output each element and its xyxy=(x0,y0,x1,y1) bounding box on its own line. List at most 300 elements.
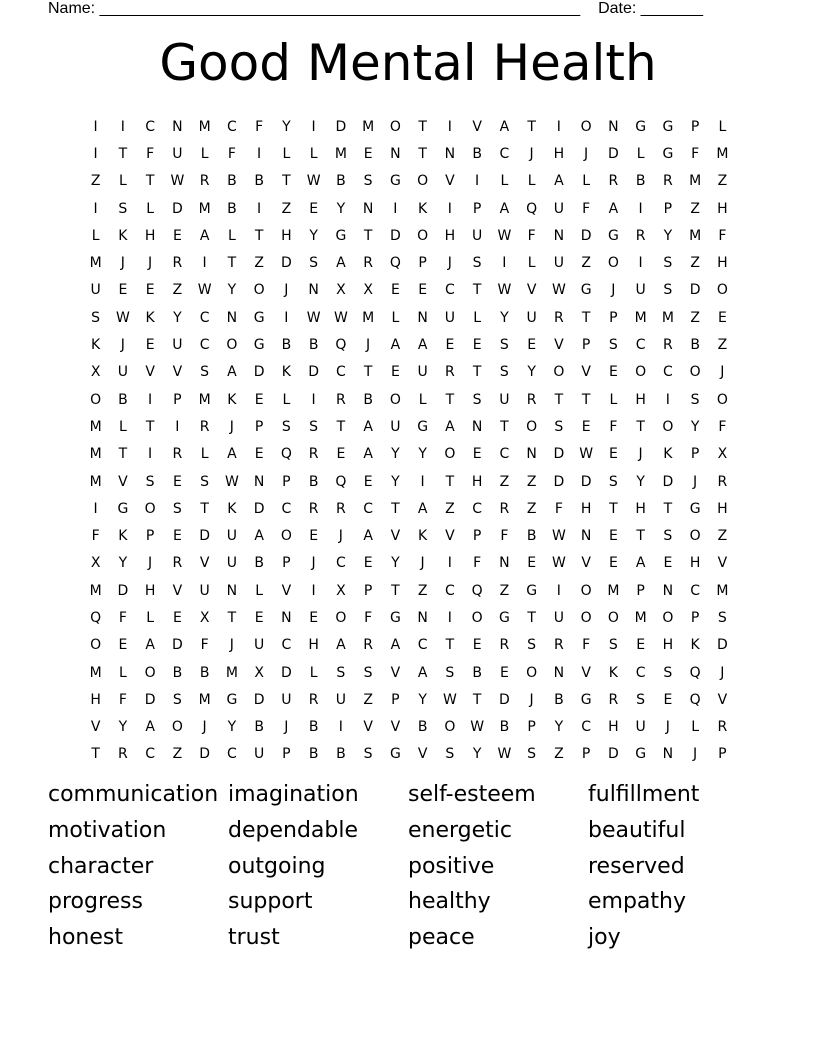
grid-letter: T xyxy=(336,418,346,435)
grid-row xyxy=(82,359,736,386)
grid-letter: X xyxy=(90,364,101,381)
grid-letter: E xyxy=(309,528,319,545)
grid-letter: I xyxy=(257,145,262,162)
grid-letter: O xyxy=(226,337,238,354)
grid-letter: I xyxy=(502,255,507,272)
grid-letter: N xyxy=(308,282,319,299)
grid-letter: E xyxy=(145,282,155,299)
grid-letter: M xyxy=(89,664,102,681)
grid-row xyxy=(82,140,736,167)
grid-letter: Z xyxy=(172,746,183,763)
grid-letter: O xyxy=(580,582,592,599)
grid-letter: E xyxy=(363,473,373,490)
grid-letter: L xyxy=(309,664,318,681)
grid-letter: J xyxy=(693,746,698,763)
grid-letter: N xyxy=(608,118,619,135)
grid-letter: Y xyxy=(418,446,427,463)
grid-letter: B xyxy=(336,173,346,190)
grid-letter: F xyxy=(146,145,155,162)
grid-letter: J xyxy=(611,282,616,299)
grid-letter: D xyxy=(253,691,265,708)
grid-letter: G xyxy=(253,337,265,354)
grid-letter: S xyxy=(363,664,373,681)
grid-letter: U xyxy=(417,364,428,381)
grid-letter: G xyxy=(117,500,129,517)
grid-letter: H xyxy=(608,719,619,736)
grid-row xyxy=(82,113,736,140)
grid-letter: O xyxy=(144,664,156,681)
grid-letter: T xyxy=(472,364,482,381)
grid-letter: T xyxy=(500,418,509,435)
word-list-item: energetic xyxy=(408,817,513,843)
grid-letter: Q xyxy=(689,664,701,681)
grid-letter: B xyxy=(499,719,510,736)
grid-letter: Q xyxy=(280,446,292,463)
grid-letter: O xyxy=(716,391,728,408)
grid-letter: H xyxy=(635,391,646,408)
grid-letter: V xyxy=(526,282,537,299)
grid-letter: V xyxy=(445,173,455,190)
grid-letter: W xyxy=(170,173,185,190)
grid-letter: O xyxy=(417,173,429,190)
grid-row xyxy=(82,195,736,222)
grid-letter: D xyxy=(580,473,592,490)
grid-letter: E xyxy=(581,418,591,435)
grid-letter: S xyxy=(717,609,727,626)
grid-letter: A xyxy=(499,118,510,135)
grid-letter: T xyxy=(91,746,100,763)
grid-letter: Y xyxy=(391,473,400,490)
grid-letter: O xyxy=(171,719,183,736)
grid-letter: M xyxy=(362,118,375,135)
grid-letter: T xyxy=(472,282,482,299)
grid-letter: L xyxy=(200,446,209,463)
grid-letter: Y xyxy=(500,309,509,326)
grid-letter: A xyxy=(417,664,428,681)
grid-letter: X xyxy=(254,664,264,681)
page-title: Good Mental Health xyxy=(159,34,657,92)
grid-letter: A xyxy=(145,637,155,654)
grid-letter: Z xyxy=(90,173,101,190)
grid-letter: U xyxy=(472,227,483,244)
grid-letter: J xyxy=(284,719,289,736)
word-list-item: support xyxy=(228,889,313,915)
grid-letter: U xyxy=(226,555,237,572)
grid-letter: D xyxy=(389,227,401,244)
grid-letter: E xyxy=(636,637,646,654)
grid-letter: I xyxy=(148,446,153,463)
grid-letter: D xyxy=(199,528,211,545)
grid-letter: J xyxy=(229,637,234,654)
grid-letter: T xyxy=(663,500,673,517)
grid-letter: R xyxy=(308,691,319,708)
grid-letter: D xyxy=(553,473,565,490)
grid-letter: P xyxy=(663,200,673,217)
grid-letter: O xyxy=(444,719,456,736)
grid-letter: I xyxy=(257,200,262,217)
grid-letter: G xyxy=(635,746,647,763)
grid-letter: S xyxy=(363,746,373,763)
grid-letter: B xyxy=(281,337,292,354)
grid-letter: L xyxy=(636,145,645,162)
grid-letter: L xyxy=(582,173,591,190)
grid-letter: F xyxy=(200,637,209,654)
grid-letter: L xyxy=(418,391,427,408)
grid-row xyxy=(82,686,736,713)
grid-letter: S xyxy=(200,364,210,381)
grid-letter: B xyxy=(308,337,319,354)
grid-letter: X xyxy=(363,282,373,299)
grid-letter: F xyxy=(227,145,236,162)
grid-letter: T xyxy=(445,391,455,408)
grid-letter: S xyxy=(91,309,101,326)
date-field-label: Date: _______ xyxy=(598,0,704,17)
grid-letter: D xyxy=(280,255,292,272)
grid-letter: K xyxy=(118,528,128,545)
grid-letter: R xyxy=(608,691,619,708)
grid-letter: V xyxy=(172,364,183,381)
grid-letter: K xyxy=(663,446,673,463)
grid-letter: I xyxy=(638,255,643,272)
grid-letter: B xyxy=(472,664,482,681)
grid-letter: P xyxy=(363,582,373,599)
grid-letter: I xyxy=(420,473,425,490)
grid-letter: C xyxy=(499,145,510,162)
grid-letter: Z xyxy=(445,500,455,517)
grid-letter: H xyxy=(553,145,565,162)
grid-letter: A xyxy=(336,637,346,654)
grid-letter: N xyxy=(281,609,292,626)
grid-letter: B xyxy=(118,391,128,408)
grid-letter: E xyxy=(118,637,128,654)
grid-letter: W xyxy=(497,746,512,763)
grid-letter: K xyxy=(418,200,428,217)
grid-letter: U xyxy=(281,691,292,708)
grid-letter: B xyxy=(635,173,646,190)
grid-letter: C xyxy=(281,500,292,517)
grid-letter: U xyxy=(553,200,564,217)
grid-letter: T xyxy=(581,391,591,408)
grid-letter: M xyxy=(89,255,102,272)
grid-letter: N xyxy=(390,145,401,162)
grid-letter: O xyxy=(389,118,401,135)
grid-letter: B xyxy=(363,391,373,408)
grid-letter: E xyxy=(499,664,509,681)
grid-letter: S xyxy=(663,255,673,272)
grid-letter: Y xyxy=(118,555,128,572)
grid-letter: V xyxy=(390,719,401,736)
grid-letter: Y xyxy=(391,446,400,463)
grid-letter: V xyxy=(581,555,591,572)
grid-row xyxy=(82,277,736,304)
grid-letter: V xyxy=(717,555,728,572)
grid-letter: J xyxy=(447,255,452,272)
grid-letter: F xyxy=(500,528,509,545)
grid-letter: M xyxy=(716,145,729,162)
grid-letter: M xyxy=(334,145,347,162)
grid-letter: B xyxy=(417,719,428,736)
grid-letter: C xyxy=(581,719,592,736)
grid-letter: D xyxy=(253,364,265,381)
grid-letter: O xyxy=(526,418,538,435)
grid-letter: T xyxy=(445,473,455,490)
grid-letter: Z xyxy=(281,200,292,217)
grid-letter: O xyxy=(335,609,347,626)
word-list-item: beautiful xyxy=(588,817,686,843)
grid-letter: E xyxy=(472,337,482,354)
grid-letter: N xyxy=(226,309,238,326)
grid-letter: Y xyxy=(118,719,128,736)
grid-letter: C xyxy=(145,118,156,135)
grid-letter: U xyxy=(199,582,210,599)
grid-letter: A xyxy=(254,528,264,545)
grid-letter: E xyxy=(172,609,182,626)
grid-letter: F xyxy=(527,227,536,244)
grid-letter: U xyxy=(553,609,564,626)
grid-letter: I xyxy=(556,582,561,599)
grid-letter: B xyxy=(690,337,700,354)
grid-letter: Z xyxy=(690,309,700,326)
word-list-item: imagination xyxy=(228,782,359,807)
grid-letter: U xyxy=(172,145,183,162)
grid-letter: M xyxy=(661,309,674,326)
grid-letter: F xyxy=(473,555,482,572)
grid-letter: I xyxy=(447,200,452,217)
grid-letter: J xyxy=(529,691,534,708)
grid-letter: N xyxy=(662,582,674,599)
grid-letter: D xyxy=(171,637,183,654)
grid-letter: E xyxy=(118,282,128,299)
grid-letter: P xyxy=(145,528,155,545)
grid-letter: R xyxy=(717,719,728,736)
grid-row xyxy=(82,168,736,195)
grid-letter: A xyxy=(390,637,401,654)
grid-letter: S xyxy=(472,255,482,272)
letter-grid xyxy=(82,113,736,768)
grid-letter: Y xyxy=(173,309,182,326)
grid-letter: N xyxy=(417,609,428,626)
grid-letter: G xyxy=(253,309,265,326)
grid-letter: W xyxy=(497,282,512,299)
grid-letter: C xyxy=(444,582,455,599)
grid-letter: P xyxy=(690,446,700,463)
grid-letter: L xyxy=(282,391,291,408)
word-list-item: dependable xyxy=(228,817,359,843)
grid-letter: D xyxy=(553,446,565,463)
grid-letter: Z xyxy=(554,746,564,763)
grid-letter: R xyxy=(363,637,373,654)
grid-letter: A xyxy=(554,173,564,190)
grid-letter: F xyxy=(364,609,373,626)
grid-letter: M xyxy=(634,609,647,626)
word-list-item: peace xyxy=(408,925,475,950)
grid-letter: S xyxy=(309,418,319,435)
grid-letter: I xyxy=(120,118,125,135)
grid-letter: Y xyxy=(663,227,673,244)
grid-row xyxy=(82,468,736,495)
grid-letter: D xyxy=(199,746,211,763)
grid-letter: H xyxy=(717,200,728,217)
grid-letter: T xyxy=(145,418,155,435)
grid-letter: L xyxy=(146,200,155,217)
grid-letter: C xyxy=(199,309,210,326)
grid-letter: S xyxy=(527,637,537,654)
grid-letter: T xyxy=(227,609,237,626)
grid-letter: D xyxy=(662,473,674,490)
grid-letter: C xyxy=(417,637,428,654)
grid-letter: J xyxy=(584,145,589,162)
grid-letter: G xyxy=(689,500,701,517)
grid-letter: J xyxy=(120,337,125,354)
grid-letter: K xyxy=(690,637,700,654)
grid-letter: G xyxy=(662,145,674,162)
grid-letter: L xyxy=(691,719,700,736)
grid-letter: Z xyxy=(254,255,264,272)
header-line xyxy=(48,0,703,18)
grid-letter: D xyxy=(716,637,728,654)
grid-letter: B xyxy=(254,719,264,736)
word-list-item: progress xyxy=(48,889,143,915)
grid-letter: I xyxy=(93,118,98,135)
grid-letter: K xyxy=(608,664,618,681)
grid-letter: U xyxy=(635,719,646,736)
grid-letter: J xyxy=(148,255,153,272)
grid-letter: M xyxy=(89,473,102,490)
grid-letter: T xyxy=(609,500,618,517)
grid-letter: C xyxy=(635,337,646,354)
grid-letter: S xyxy=(636,691,646,708)
word-list-item: trust xyxy=(228,925,280,950)
grid-letter: T xyxy=(527,609,536,626)
grid-letter: B xyxy=(227,200,237,217)
grid-letter: J xyxy=(720,664,725,681)
grid-letter: R xyxy=(336,500,346,517)
grid-letter: H xyxy=(689,555,701,572)
grid-letter: H xyxy=(444,227,456,244)
grid-letter: P xyxy=(690,118,700,135)
grid-letter: G xyxy=(335,227,347,244)
grid-letter: D xyxy=(280,664,292,681)
grid-letter: S xyxy=(690,391,700,408)
grid-letter: O xyxy=(280,528,292,545)
grid-letter: L xyxy=(91,227,100,244)
grid-letter: E xyxy=(172,528,182,545)
grid-letter: T xyxy=(636,528,645,545)
grid-letter: E xyxy=(363,555,373,572)
grid-letter: U xyxy=(90,282,101,299)
grid-letter: C xyxy=(444,282,455,299)
grid-letter: P xyxy=(718,746,727,763)
grid-letter: A xyxy=(363,418,373,435)
grid-letter: M xyxy=(716,582,729,599)
grid-letter: P xyxy=(391,691,400,708)
grid-letter: Z xyxy=(717,337,728,354)
grid-letter: W xyxy=(442,691,457,708)
grid-letter: H xyxy=(471,473,483,490)
grid-letter: R xyxy=(199,418,210,435)
grid-row xyxy=(82,577,736,604)
grid-letter: Y xyxy=(554,719,564,736)
grid-letter: D xyxy=(335,118,347,135)
grid-letter: M xyxy=(198,391,211,408)
grid-letter: Q xyxy=(90,609,102,626)
grid-letter: E xyxy=(309,200,319,217)
grid-letter: S xyxy=(200,473,210,490)
grid-letter: F xyxy=(718,227,727,244)
grid-letter: F xyxy=(118,691,127,708)
grid-letter: Y xyxy=(336,200,346,217)
grid-letter: E xyxy=(608,528,618,545)
grid-letter: J xyxy=(720,364,725,381)
grid-letter: S xyxy=(172,500,182,517)
grid-letter: R xyxy=(499,500,510,517)
grid-letter: T xyxy=(554,391,564,408)
grid-row xyxy=(82,522,736,549)
grid-letter: N xyxy=(417,309,428,326)
grid-letter: R xyxy=(554,309,564,326)
grid-letter: W xyxy=(497,227,512,244)
grid-letter: H xyxy=(717,255,728,272)
grid-letter: C xyxy=(226,118,237,135)
grid-letter: I xyxy=(148,391,153,408)
grid-letter: R xyxy=(663,337,673,354)
grid-letter: J xyxy=(148,555,153,572)
grid-letter: D xyxy=(144,691,156,708)
grid-row xyxy=(82,741,736,768)
grid-letter: U xyxy=(390,418,401,435)
grid-letter: S xyxy=(527,746,537,763)
grid-letter: T xyxy=(363,364,373,381)
grid-row xyxy=(82,495,736,522)
grid-letter: V xyxy=(581,664,591,681)
grid-letter: M xyxy=(89,418,102,435)
grid-letter: I xyxy=(93,500,98,517)
grid-letter: T xyxy=(145,173,155,190)
grid-letter: Q xyxy=(526,200,538,217)
grid-letter: R xyxy=(172,446,183,463)
grid-letter: S xyxy=(554,418,564,435)
grid-letter: C xyxy=(499,446,510,463)
grid-letter: W xyxy=(551,555,566,572)
grid-letter: I xyxy=(447,609,452,626)
grid-letter: A xyxy=(417,500,428,517)
grid-letter: R xyxy=(717,473,728,490)
grid-letter: N xyxy=(471,418,483,435)
grid-letter: U xyxy=(444,309,455,326)
grid-letter: O xyxy=(471,609,483,626)
grid-letter: Z xyxy=(526,473,537,490)
grid-letter: O xyxy=(607,609,619,626)
grid-letter: E xyxy=(254,609,264,626)
grid-letter: W xyxy=(115,309,130,326)
grid-letter: S xyxy=(608,337,618,354)
grid-letter: W xyxy=(551,282,566,299)
grid-letter: B xyxy=(308,746,319,763)
grid-letter: W xyxy=(306,173,321,190)
grid-letter: W xyxy=(470,719,485,736)
grid-row xyxy=(82,714,736,741)
grid-letter: R xyxy=(554,637,564,654)
grid-letter: S xyxy=(445,664,455,681)
grid-letter: E xyxy=(172,227,182,244)
grid-letter: T xyxy=(472,691,482,708)
grid-letter: E xyxy=(608,364,618,381)
grid-letter: J xyxy=(693,473,698,490)
grid-letter: A xyxy=(390,337,401,354)
grid-letter: D xyxy=(580,227,592,244)
grid-letter: F xyxy=(91,528,100,545)
grid-letter: G xyxy=(226,691,238,708)
